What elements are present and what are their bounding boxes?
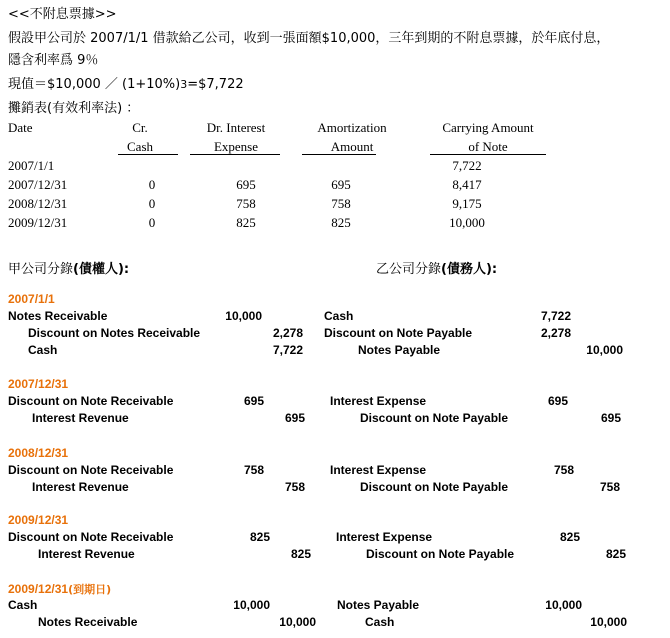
journal-date-text: 2008/12/31 (8, 446, 69, 460)
left-journal-credit: 7,722 (272, 343, 303, 357)
left-journal-heading (8, 258, 129, 278)
table-cell: 695 (331, 177, 351, 192)
table-header-line2: Expense (213, 139, 259, 154)
left-journal-account: Discount on Note Receivable (8, 530, 174, 544)
right-journal-account: Interest Expense (330, 394, 427, 408)
journal-date-text: 2007/1/1 (8, 292, 55, 306)
journal-date-text: 2009/12/31 (8, 582, 69, 596)
left-journal-account: Discount on Note Receivable (8, 394, 174, 408)
table-cell: 758 (331, 196, 351, 211)
right-journal-debit: 10,000 (545, 598, 582, 612)
table-cell: 2009/12/31 (8, 215, 68, 230)
table-cell: 825 (236, 215, 256, 230)
table-header-line2: of Note (468, 139, 508, 154)
left-journal-debit: 695 (243, 394, 264, 408)
left-journal-debit: 825 (249, 530, 270, 544)
right-journal-debit: 7,722 (540, 309, 571, 323)
header-underline (302, 154, 376, 155)
table-header-line1: Carrying Amount (442, 120, 534, 135)
table-cell: 825 (331, 215, 351, 230)
left-journal-credit: 825 (290, 547, 311, 561)
pv-exponent: 3 (180, 78, 188, 91)
table-header-line1: Dr. Interest (206, 120, 266, 135)
left-journal-account: Discount on Note Receivable (8, 463, 174, 477)
left-journal-account: Interest Revenue (32, 411, 129, 425)
pv-prefix: 現值＝$10,000 ／ (1+10%) (8, 77, 181, 92)
left-journal-account: Notes Receivable (38, 615, 138, 629)
right-heading-company: 乙公司分錄 (376, 262, 442, 277)
right-journal-account: Discount on Note Payable (360, 411, 509, 425)
journal-date (8, 513, 68, 527)
table-cell: 2007/1/1 (8, 158, 55, 173)
right-journal-debit: 758 (553, 463, 574, 477)
table-cell: 10,000 (449, 215, 485, 230)
left-journal-account: Cash (28, 343, 58, 357)
left-heading-company: 甲公司分錄 (8, 262, 74, 277)
table-header-line1: Date (8, 120, 33, 135)
table-cell: 0 (148, 196, 156, 211)
amortization-table-title: 攤銷表(有效利率法) ： (8, 101, 140, 116)
right-journal-account: Notes Payable (358, 343, 441, 357)
journal-date (8, 377, 68, 391)
implied-rate-line: 隱含利率爲 9％ (8, 53, 99, 68)
right-journal-account: Cash (324, 309, 354, 323)
right-journal-debit: 825 (559, 530, 580, 544)
right-journal-credit: 758 (599, 480, 620, 494)
table-cell: 7,722 (452, 158, 482, 173)
right-journal-debit: 2,278 (540, 326, 571, 340)
intro-paragraph: 假設甲公司於 2007/1/1 借款給乙公司，收到一張面額$10,000，三年到期的不附息票據，於年底付息， (8, 31, 610, 46)
header-underline (118, 154, 178, 155)
left-journal-credit: 10,000 (279, 615, 316, 629)
table-cell: 758 (236, 196, 256, 211)
left-journal-account: Interest Revenue (38, 547, 135, 561)
table-cell: 0 (148, 177, 156, 192)
table-cell: 695 (236, 177, 256, 192)
table-cell: 8,417 (452, 177, 482, 192)
journal-date (8, 292, 55, 306)
right-journal-account: Notes Payable (337, 598, 420, 612)
table-cell: 2007/12/31 (8, 177, 68, 192)
right-journal-credit: 825 (605, 547, 626, 561)
right-journal-account: Discount on Note Payable (360, 480, 509, 494)
left-heading-role: (債權人): (73, 262, 130, 277)
journal-date (8, 446, 68, 460)
right-journal-heading (376, 258, 497, 278)
table-cell: 9,175 (452, 196, 482, 211)
right-journal-account: Interest Expense (330, 463, 427, 477)
journal-date-text: 2007/12/31 (8, 377, 69, 391)
left-journal-account: Notes Receivable (8, 309, 108, 323)
journal-date (8, 581, 111, 597)
left-journal-account: Interest Revenue (32, 480, 129, 494)
right-journal-credit: 695 (600, 411, 621, 425)
left-journal-debit: 10,000 (233, 598, 270, 612)
table-cell: 2008/12/31 (8, 196, 68, 211)
right-journal-account: Discount on Note Payable (366, 547, 515, 561)
right-journal-account: Discount on Note Payable (324, 326, 473, 340)
header-underline (190, 154, 280, 155)
left-journal-account: Discount on Notes Receivable (28, 326, 201, 340)
table-header-line1: Cr. (132, 120, 148, 135)
present-value-line (8, 73, 244, 92)
journal-date-note: (到期日) (68, 583, 112, 596)
left-journal-account: Cash (8, 598, 38, 612)
right-journal-account: Cash (365, 615, 395, 629)
left-journal-credit: 695 (284, 411, 305, 425)
right-journal-account: Interest Expense (336, 530, 433, 544)
table-header-line1: Amortization (317, 120, 387, 135)
left-journal-credit: 2,278 (272, 326, 303, 340)
header-underline (430, 154, 546, 155)
left-journal-debit: 10,000 (225, 309, 262, 323)
table-header-line2: Amount (330, 139, 374, 154)
right-heading-role: (債務人): (441, 262, 498, 277)
left-journal-debit: 758 (243, 463, 264, 477)
right-journal-credit: 10,000 (586, 343, 623, 357)
right-journal-debit: 695 (547, 394, 568, 408)
left-journal-credit: 758 (284, 480, 305, 494)
pv-suffix: =$7,722 (187, 77, 244, 92)
journal-date-text: 2009/12/31 (8, 513, 69, 527)
doc-header: <<不附息票據>> (8, 7, 117, 22)
table-cell: 0 (148, 215, 156, 230)
right-journal-credit: 10,000 (590, 615, 627, 629)
table-header-line2: Cash (127, 139, 153, 154)
